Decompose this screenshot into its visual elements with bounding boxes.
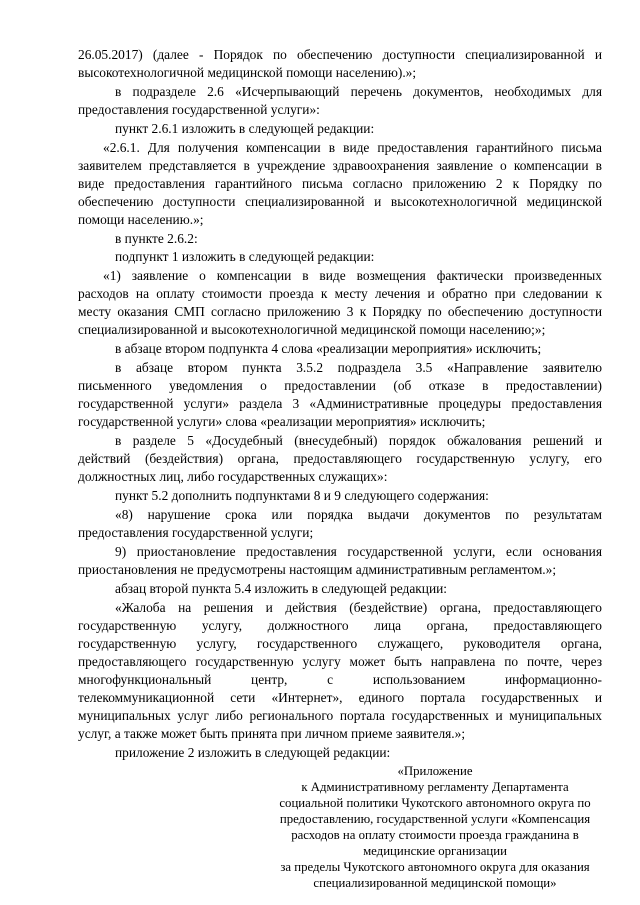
appendix-line: расходов на оплату стоимости проезда гражданина в [291, 828, 579, 842]
text-line: «1) заявление о компенсации в виде возмещения фактически произведенных [103, 268, 602, 283]
appendix-line: за пределы Чукотского автономного округа для оказания [280, 860, 590, 874]
text-line: предоставляющего государственную услугу может быть направлена по почте, через [78, 654, 602, 669]
text-line: должностных лиц, либо государственных служащих»: [78, 469, 388, 484]
text-line: пункт 2.6.1 изложить в следующей редакции: [115, 121, 375, 136]
text-line: «Жалоба на решения и действия (бездействие) органа, предоставляющего [115, 600, 602, 615]
text-line: в разделе 5 «Досудебный (внесудебный) порядок обжалования решений и [115, 433, 602, 448]
text-line: в пункте 2.6.2: [115, 231, 198, 246]
appendix-line: специализированной медицинской помощи» [313, 876, 557, 890]
text-line: абзац второй пункта 5.4 изложить в следующей редакции: [115, 581, 448, 596]
text-line: месту оказания СМП согласно приложению 3 к Порядку по обеспечению доступности [78, 304, 602, 319]
text-line: государственную услугу, государственного служащего, руководителя органа, [78, 636, 602, 651]
text-line: приложение 2 изложить в следующей редакции: [115, 745, 391, 760]
text-line: заявителем представляется в учреждение здравоохранения заявление о компенсации в [78, 158, 602, 173]
text-line: государственной услуги» раздела 3 «Административные процедуры предоставления [78, 396, 602, 411]
text-line: телекоммуникационной сети «Интернет», единого портала государственных и [78, 690, 602, 705]
text-line: приостановления не предусмотрены настоящим административным регламентом.»; [78, 562, 557, 577]
text-line: «2.6.1. Для получения компенсации в виде предоставления гарантийного письма [103, 140, 602, 155]
appendix-line: предоставлению, государственной услуги «Компенсация [279, 812, 591, 826]
text-line: виде предоставления гарантийного письма согласно приложению 2 к Порядку по [78, 176, 602, 191]
appendix-line: медицинские организации [363, 844, 507, 858]
text-line: действий (бездействия) органа, предоставляющего государственную услугу, его [78, 451, 602, 466]
text-line: специализированной и высокотехнологичной медицинской помощи населению;»; [78, 322, 546, 337]
text-line: государственную услугу, должностного лица органа, предоставляющего [78, 618, 602, 633]
text-line: в подразделе 2.6 «Исчерпывающий перечень документов, необходимых для [115, 84, 602, 99]
appendix-line: к Административному регламенту Департамента [301, 780, 569, 794]
text-line: государственной услуги» слова «реализации мероприятия» исключить; [78, 414, 486, 429]
text-line: предоставления государственной услуги»: [78, 102, 320, 117]
text-line: 9) приостановление предоставления государственной услуги, если основания [115, 544, 602, 559]
text-line: высокотехнологичной медицинской помощи населению).»; [78, 65, 417, 80]
text-line: подпункт 1 изложить в следующей редакции: [115, 249, 375, 264]
text-line: предоставления государственной услуги; [78, 525, 314, 540]
text-line: «8) нарушение срока или порядка выдачи документов по результатам [115, 507, 602, 522]
text-line: 26.05.2017) (далее - Порядок по обеспечению доступности специализированной и [78, 47, 602, 62]
text-line: в абзаце втором пункта 3.5.2 подраздела 3.5 «Направление заявителю [115, 360, 602, 375]
text-line: в абзаце втором подпункта 4 слова «реализации мероприятия» исключить; [115, 341, 542, 356]
text-line: письменного уведомления о предоставлении (об отказе в предоставлении) [78, 378, 602, 393]
text-line: обеспечению доступности специализированной и высокотехнологичной медицинской [78, 194, 602, 209]
text-line: муниципальных услуг либо регионального портала государственных и муниципальных [78, 708, 602, 723]
text-line: расходов на оплату стоимости проезда к месту лечения и обратно при следовании к [78, 286, 602, 301]
text-line: помощи населению.»; [78, 212, 204, 227]
text-line: пункт 5.2 дополнить подпунктами 8 и 9 следующего содержания: [115, 488, 489, 503]
appendix-line: «Приложение [397, 764, 473, 778]
text-line: услуг, а также может быть принята при личном приеме заявителя.»; [78, 726, 466, 741]
text-line: многофункциональный центр, с использованием информационно- [78, 672, 602, 687]
appendix-line: социальной политики Чукотского автономного округа по [279, 796, 591, 810]
